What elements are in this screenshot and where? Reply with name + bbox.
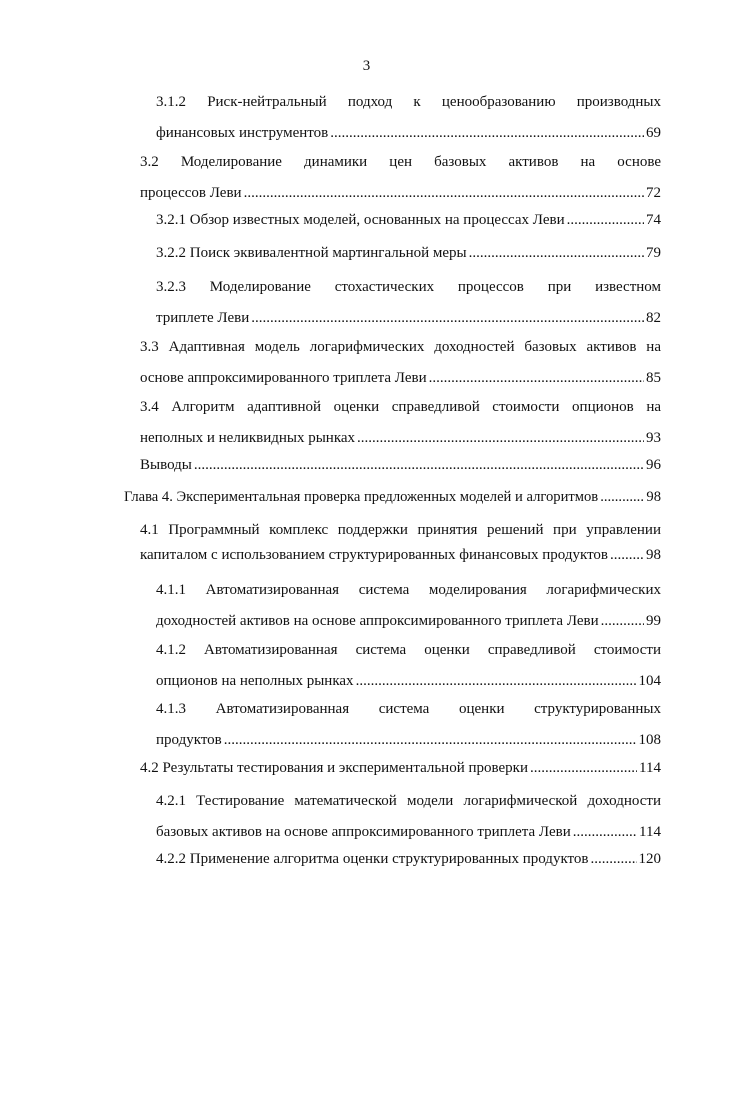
- dot-leader: [357, 429, 644, 447]
- toc-page-number: 99: [646, 613, 661, 629]
- toc-entry-title: основе аппроксимированного триплета Леви: [140, 370, 427, 386]
- dot-leader: [224, 731, 637, 749]
- toc-page-number: 96: [646, 457, 661, 473]
- dot-leader: [251, 309, 644, 327]
- toc-entry-title: 4.2 Результаты тестирования и экспериментальной проверки: [140, 760, 528, 776]
- toc-entry-title: финансовых инструментов: [156, 125, 329, 141]
- toc-page-number: 98: [646, 489, 661, 505]
- toc-entry-3-2-3[interactable]: [156, 278, 661, 327]
- page-number: 3: [362, 58, 371, 74]
- dot-leader: [590, 850, 636, 868]
- toc-entry-title: 4.1.3 Автоматизированная система оценки структурированных: [156, 701, 661, 717]
- toc-entry-4-2[interactable]: [140, 759, 661, 777]
- toc-entry-chapter-4[interactable]: [124, 488, 661, 506]
- toc-page-number: 85: [646, 370, 661, 386]
- dot-leader: [567, 211, 644, 229]
- toc-page-number: 98: [646, 547, 661, 563]
- toc-entry-3-2-1[interactable]: [156, 211, 661, 229]
- dot-leader: [244, 184, 644, 202]
- toc-page-number: 104: [638, 673, 661, 689]
- toc-entry-4-2-2[interactable]: [156, 850, 661, 868]
- toc-entry-title: процессов Леви: [140, 185, 242, 201]
- toc-entry-4-1-1[interactable]: [156, 581, 661, 630]
- toc-entry-title: 4.2.2 Применение алгоритма оценки структурированных продуктов: [156, 851, 589, 867]
- dot-leader: [610, 546, 644, 564]
- toc-entry-3-1-2[interactable]: [156, 93, 661, 142]
- toc-entry-title: 4.1.1 Автоматизированная система моделирования логарифмических: [156, 582, 661, 598]
- toc-entry-title: Глава 4. Экспериментальная проверка предложенных моделей и алгоритмов: [124, 489, 599, 505]
- toc-entry-3-2-2[interactable]: [156, 244, 661, 262]
- toc-entry-title: Выводы: [140, 457, 192, 473]
- toc-entry-4-1[interactable]: [140, 521, 661, 564]
- toc-page-number: 79: [646, 245, 661, 261]
- toc-page-number: 93: [646, 430, 661, 446]
- toc-page-number: 120: [638, 851, 661, 867]
- toc-page-number: 74: [646, 212, 661, 228]
- dot-leader: [573, 823, 637, 841]
- toc-entry-title: 3.4 Алгоритм адаптивной оценки справедливой стоимости опционов на: [140, 399, 661, 415]
- toc-entry-title: 4.1 Программный комплекс поддержки принятия решений при управлении: [140, 522, 661, 538]
- dot-leader: [194, 456, 644, 474]
- dot-leader: [601, 612, 644, 630]
- toc-page-number: 108: [638, 732, 661, 748]
- toc-page-number: 114: [639, 824, 661, 840]
- toc-entry-title: капиталом с использованием структурированных финансовых продуктов: [140, 547, 609, 563]
- toc-entry-title: триплете Леви: [156, 310, 250, 326]
- dot-leader: [469, 244, 644, 262]
- toc-entry-title: неполных и неликвидных рынках: [140, 430, 356, 446]
- toc-entry-title: 3.2.3 Моделирование стохастических процессов при известном: [156, 279, 661, 295]
- toc-page-number: 82: [646, 310, 661, 326]
- toc-page-number: 114: [639, 760, 661, 776]
- toc-entry-title: 3.2 Моделирование динамики цен базовых активов на основе: [140, 154, 661, 170]
- toc-entry-title: базовых активов на основе аппроксимированного триплета Леви: [156, 824, 571, 840]
- toc-entry-title: 4.2.1 Тестирование математической модели логарифмической доходности: [156, 793, 661, 809]
- toc-entry-3-2[interactable]: [140, 153, 661, 202]
- toc-entry-4-1-3[interactable]: [156, 700, 661, 749]
- toc-page-number: 72: [646, 185, 661, 201]
- dot-leader: [356, 672, 637, 690]
- toc-entry-4-1-2[interactable]: [156, 641, 661, 690]
- dot-leader: [330, 124, 644, 142]
- toc-entry-conclusions[interactable]: [140, 456, 661, 474]
- toc-entry-title: 3.1.2 Риск-нейтральный подход к ценообразованию производных: [156, 94, 661, 110]
- toc-entry-title: 3.3 Адаптивная модель логарифмических доходностей базовых активов на: [140, 339, 661, 355]
- toc-entry-title: доходностей активов на основе аппроксимированного триплета Леви: [156, 613, 599, 629]
- toc-page-number: 69: [646, 125, 661, 141]
- dot-leader: [530, 759, 637, 777]
- dot-leader: [429, 369, 644, 387]
- toc-entry-title: 4.1.2 Автоматизированная система оценки справедливой стоимости: [156, 642, 661, 658]
- toc-entry-title: 3.2.1 Обзор известных моделей, основанных на процессах Леви: [156, 212, 565, 228]
- toc-entry-3-3[interactable]: [140, 338, 661, 387]
- toc-entry-title: опционов на неполных рынках: [156, 673, 354, 689]
- toc-entry-3-4[interactable]: [140, 398, 661, 447]
- toc-entry-4-2-1[interactable]: [156, 792, 661, 841]
- dot-leader: [600, 488, 644, 506]
- toc-entry-title: 3.2.2 Поиск эквивалентной мартингальной меры: [156, 245, 467, 261]
- toc-entry-title: продуктов: [156, 732, 222, 748]
